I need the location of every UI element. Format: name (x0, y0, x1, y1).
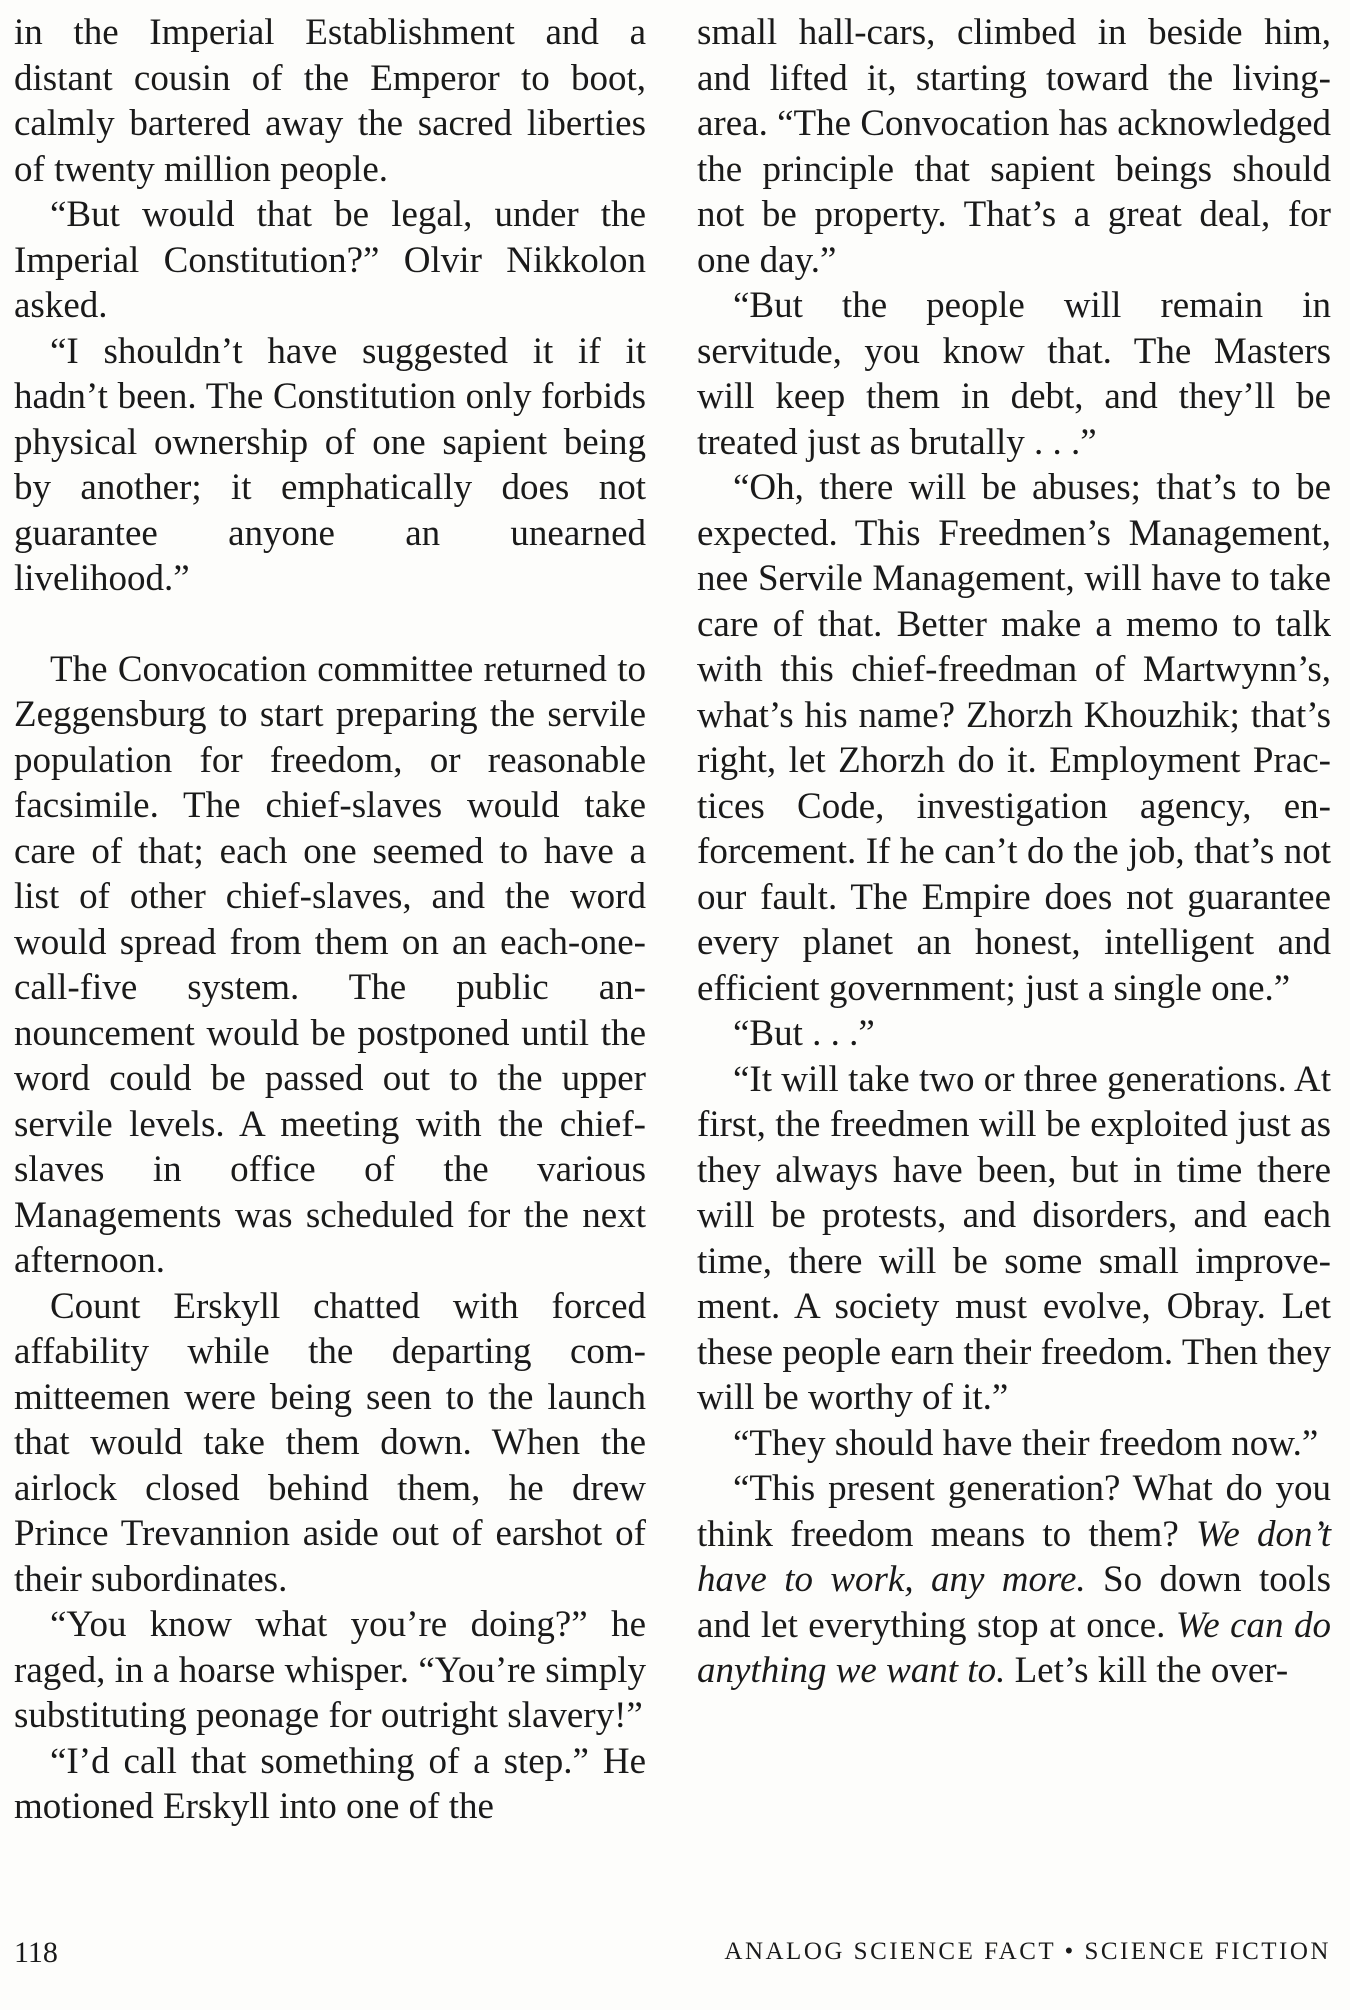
italic-phrase: We can do anything we want to. (697, 1604, 1331, 1691)
paragraph: Count Erskyll chatted with forced affability while the departing committeemen were being seen to the launch that would take them down. When the airlock closed behind them, he drew Prince Trevannion aside out of earshot of their subordinates. (14, 1285, 646, 1600)
paragraph (697, 1466, 1331, 1694)
paragraph: “I shouldn’t have suggested it if it hadn’t been. The Constitution only forbids physical ownership of one sapient being by another; it emphatically does not guarantee anyone an unearned livelihood.” (14, 330, 646, 599)
left-column (14, 10, 646, 1830)
continued-paragraph: in the Imperial Establishment and a distant cousin of the Emperor to boot, calmly bartered away the sacred liberties of twenty million people. (14, 12, 646, 190)
page-footer (14, 1936, 1331, 1986)
paragraph: “I’d call that something of a step.” He motioned Erskyll into one of the (14, 1740, 646, 1827)
running-head: ANALOG SCIENCE FACT • SCIENCE FICTION (724, 1938, 1331, 1965)
text-run: So down tools and let everything stop at once. (697, 1559, 1331, 1646)
right-column (697, 10, 1331, 1694)
section-start-paragraph: The Convocation committee returned to Zeggensburg to start preparing the servile population for freedom, or reasonable facsimile. The chief-slaves would take care of that; each one seemed to have a list of other chief-slaves, and the word would spread from them on an each-one-call-five system. The public announcement would be postponed until the word could be passed out to the upper servile levels. A meeting with the chief-slaves in office of the various Managements was scheduled for the next afternoon. (14, 648, 646, 1281)
paragraph: “They should have their freedom now.” (733, 1422, 1319, 1464)
paragraph: “You know what you’re doing?” he raged, in a hoarse whisper. “You’re simply substituting peonage for outright slavery!” (14, 1604, 646, 1736)
paragraph: “Oh, there will be abuses; that’s to be expected. This Freedmen’s Management, nee Servile Management, will have to take care of that. Better make a memo to talk with this chief-freedman of Martwynn’s, what’s his name? Zhorzh Khouzhik; that’s right, let Zhorzh do it. Employment Practices Code, investigation agency, enforcement. If he can’t do the job, that’s not our fault. The Empire does not guarantee every planet an honest, intelligent and efficient government; just a single one.” (697, 467, 1331, 1009)
paragraph: “But the people will remain in servitude, you know that. The Masters will keep them in debt, and they’ll be treated just as brutally . . .” (697, 285, 1331, 463)
text-run: Let’s kill the over- (1005, 1650, 1289, 1691)
paragraph: “But . . .” (733, 1013, 875, 1054)
text-run: “This present generation? What do you think freedom means to them? (697, 1468, 1331, 1555)
italic-phrase: We don’t have to work, any more. (697, 1513, 1331, 1600)
page-number: 118 (14, 1936, 58, 1969)
paragraph: “But would that be legal, under the Imperial Constitution?” Olvir Nikkolon asked. (14, 194, 646, 326)
continued-paragraph: small hall-cars, climbed in beside him, and lifted it, starting toward the living-area. “The Convocation has acknowledged the principle that sapient beings should not be property. That’s a great deal, for one day.” (697, 12, 1331, 281)
paragraph: “It will take two or three generations. At first, the freedmen will be exploited just as they always have been, but in time there will be protests, and disorders, and each time, there will be some small improvement. A society must evolve, Obray. Let these people earn their freedom. Then they will be worthy of it.” (697, 1058, 1331, 1418)
